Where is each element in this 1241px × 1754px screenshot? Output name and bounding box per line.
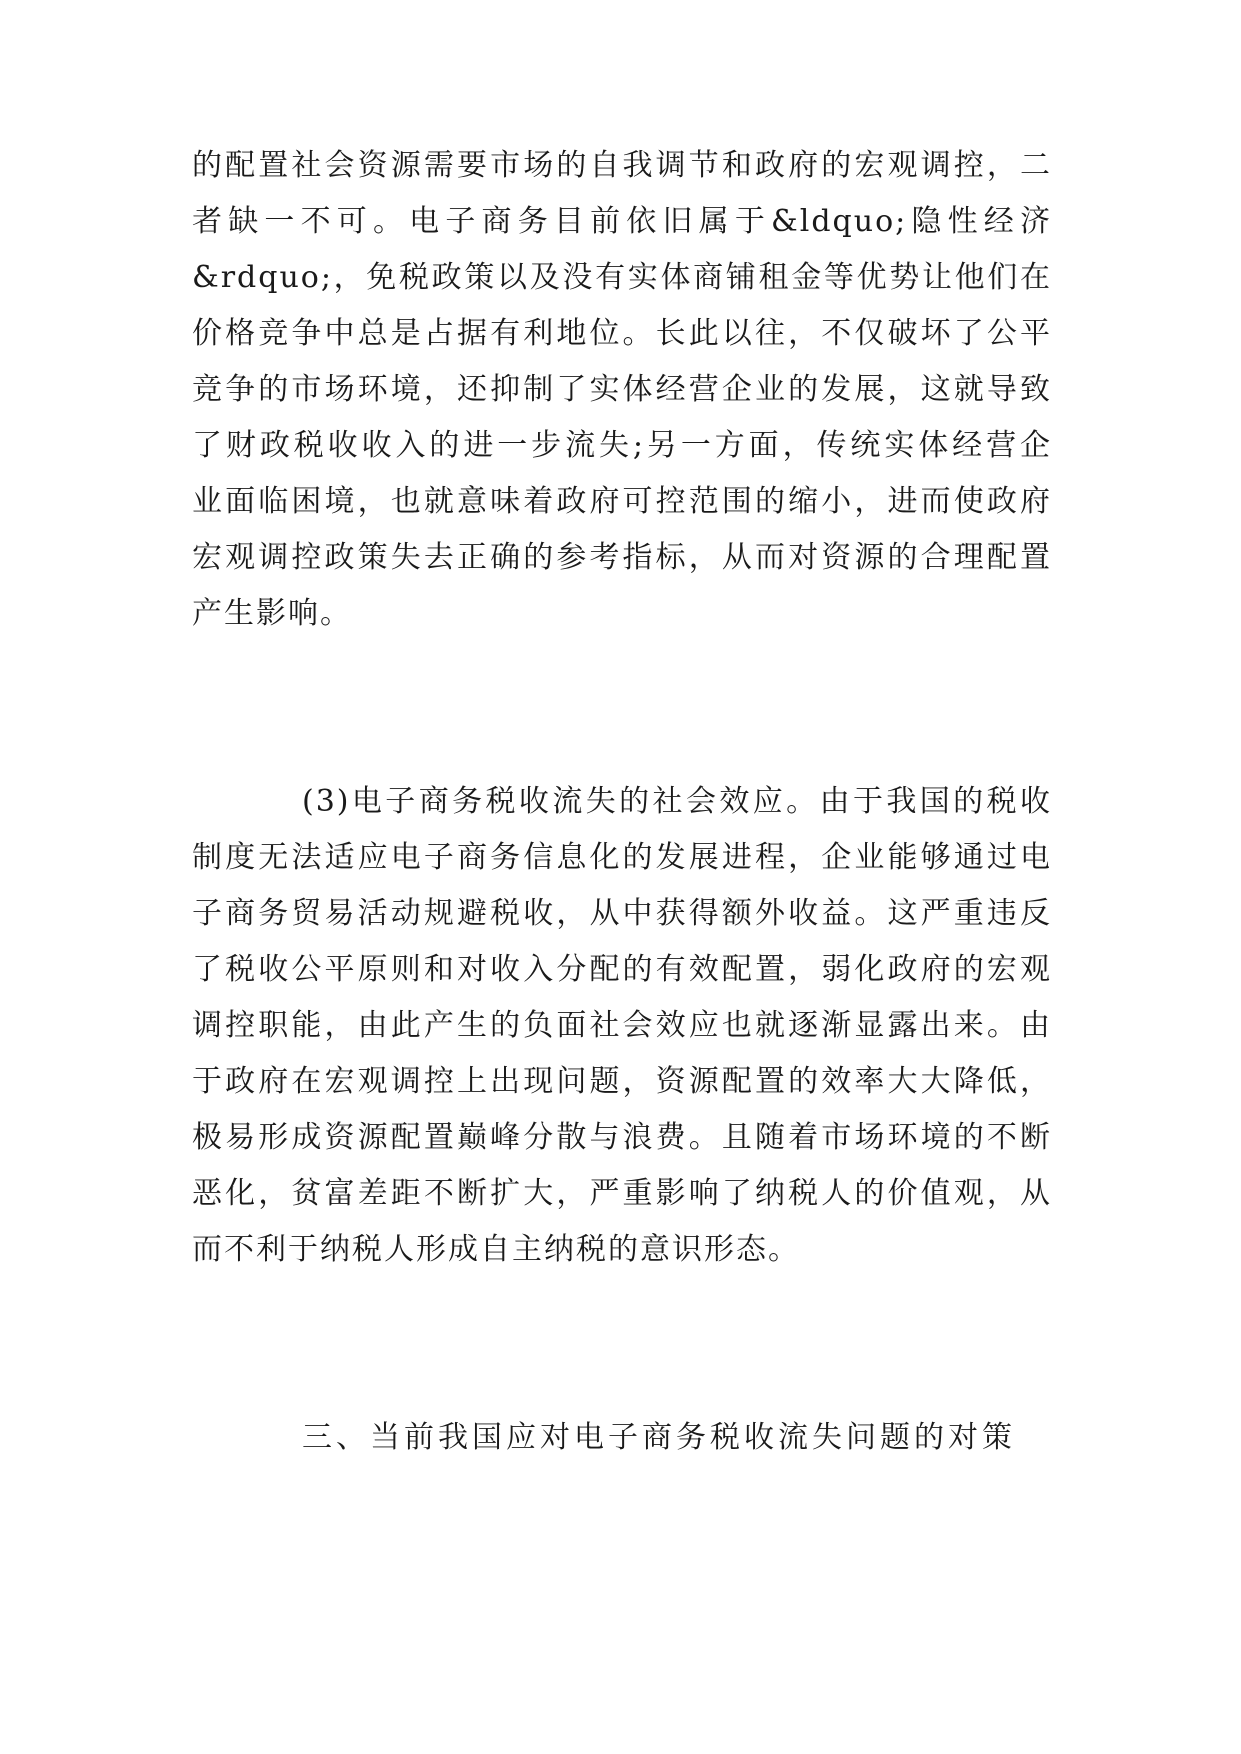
text-line: 制度无法适应电子商务信息化的发展进程，企业能够通过电 — [192, 840, 1052, 875]
text-line: 恶化，贫富差距不断扩大，严重影响了纳税人的价值观，从 — [192, 1176, 1052, 1211]
text-line: 调控职能，由此产生的负面社会效应也就逐渐显露出来。由 — [192, 1008, 1052, 1043]
section-heading: 三、当前我国应对电子商务税收流失问题的对策 — [302, 1420, 1016, 1455]
text-line: (3)电子商务税收流失的社会效应。由于我国的税收 — [302, 784, 1052, 819]
text-line: 价格竞争中总是占据有利地位。长此以往，不仅破坏了公平 — [192, 316, 1052, 351]
text-line: 的配置社会资源需要市场的自我调节和政府的宏观调控，二 — [192, 148, 1052, 183]
text-line: 者缺一不可。电子商务目前依旧属于&ldquo;隐性经济 — [192, 204, 1052, 239]
text-line: 子商务贸易活动规避税收，从中获得额外收益。这严重违反 — [192, 896, 1052, 931]
text-line: 了财政税收收入的进一步流失;另一方面，传统实体经营企 — [192, 428, 1052, 463]
text-line: 而不利于纳税人形成自主纳税的意识形态。 — [192, 1232, 800, 1267]
text-line: 极易形成资源配置巅峰分散与浪费。且随着市场环境的不断 — [192, 1120, 1052, 1155]
text-line: 产生影响。 — [192, 596, 352, 631]
text-line: &rdquo;，免税政策以及没有实体商铺租金等优势让他们在 — [192, 260, 1052, 295]
text-line: 竞争的市场环境，还抑制了实体经营企业的发展，这就导致 — [192, 372, 1052, 407]
text-line: 业面临困境，也就意味着政府可控范围的缩小，进而使政府 — [192, 484, 1052, 519]
text-line: 了税收公平原则和对收入分配的有效配置，弱化政府的宏观 — [192, 952, 1052, 987]
text-line: 于政府在宏观调控上出现问题，资源配置的效率大大降低， — [192, 1064, 1052, 1099]
text-line: 宏观调控政策失去正确的参考指标，从而对资源的合理配置 — [192, 540, 1052, 575]
